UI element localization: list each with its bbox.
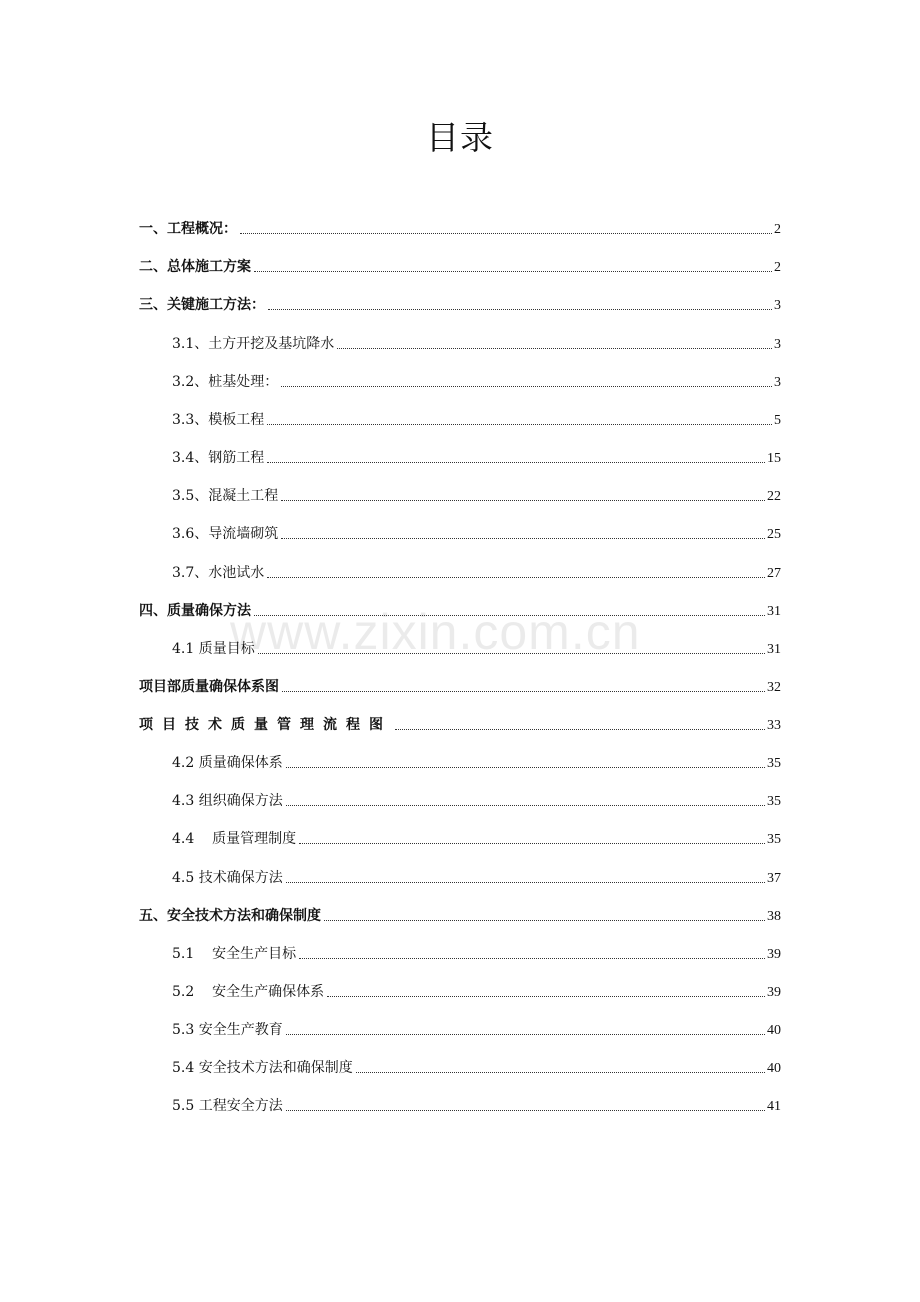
toc-entry[interactable] (172, 560, 781, 582)
leader-dots (327, 995, 765, 997)
toc-entry-page: 35 (767, 756, 781, 771)
toc-entry[interactable] (172, 331, 781, 353)
page-title: 目录 (426, 118, 494, 157)
toc-entry[interactable] (172, 407, 781, 429)
toc-entry-label: 5.5 工程安全方法 (172, 1098, 283, 1114)
leader-dots (286, 881, 765, 883)
leader-dots (254, 614, 765, 616)
toc-entry[interactable] (172, 445, 781, 467)
leader-dots (281, 385, 772, 387)
leader-dots (258, 652, 765, 654)
toc-entry[interactable] (172, 521, 781, 543)
toc-entry[interactable] (172, 1017, 781, 1039)
toc-entry-label: 5.2 安全生产确保体系 (172, 984, 325, 1000)
toc-entry-page: 33 (767, 718, 781, 733)
toc-entry[interactable] (172, 483, 781, 505)
leader-dots (254, 270, 772, 272)
leader-dots (240, 232, 772, 234)
leader-dots (286, 804, 765, 806)
toc-entry-label: 3.1、土方开挖及基坑降水 (172, 336, 335, 352)
leader-dots (282, 690, 765, 692)
leader-dots (268, 308, 772, 310)
toc-entry[interactable] (139, 292, 781, 314)
toc-entry-label: 4.1 质量目标 (172, 641, 255, 657)
toc-entry[interactable] (172, 1093, 781, 1115)
toc-entry-page: 2 (774, 260, 781, 275)
toc-entry[interactable] (139, 216, 781, 238)
toc-entry-page: 40 (767, 1061, 781, 1076)
toc-entry-page: 22 (767, 489, 781, 504)
toc-entry-page: 2 (774, 222, 781, 237)
toc-entry-label: 二、总体施工方案 (139, 259, 251, 275)
toc-entry-page: 15 (767, 451, 781, 466)
leader-dots (299, 842, 765, 844)
toc-entry[interactable] (172, 979, 781, 1001)
toc-entry-label: 5.3 安全生产教育 (172, 1022, 283, 1038)
toc-entry-label: 三、关键施工方法： (139, 297, 265, 313)
leader-dots (286, 1109, 765, 1111)
toc-entry[interactable] (172, 1055, 781, 1077)
toc-entry-label: 3.3、模板工程 (172, 412, 265, 428)
toc-entry-page: 32 (767, 680, 781, 695)
leader-dots (267, 576, 765, 578)
toc-entry-label: 项目部质量确保体系图 (139, 679, 279, 695)
toc-entry-page: 39 (767, 985, 781, 1000)
toc-entry-page: 27 (767, 566, 781, 581)
toc-entry[interactable] (172, 865, 781, 887)
toc-entry[interactable] (139, 598, 781, 620)
toc-entry-label: 项目技术质量管理流程图 (139, 717, 392, 733)
toc-entry-page: 31 (767, 642, 781, 657)
toc-entry-label: 3.4、钢筋工程 (172, 450, 265, 466)
leader-dots (286, 1033, 765, 1035)
toc-entry-page: 3 (774, 375, 781, 390)
toc-entry[interactable] (139, 903, 781, 925)
toc-entry-page: 35 (767, 832, 781, 847)
toc-entry[interactable] (139, 674, 781, 696)
toc-entry-label: 一、工程概况： (139, 221, 237, 237)
leader-dots (395, 728, 765, 730)
toc-entry[interactable] (172, 788, 781, 810)
toc-entry-page: 41 (767, 1099, 781, 1114)
toc-entry-page: 38 (767, 909, 781, 924)
toc-entry-label: 3.2、桩基处理： (172, 374, 279, 390)
leader-dots (337, 347, 772, 349)
leader-dots (267, 461, 765, 463)
watermark: www.zixin.com.cn (230, 604, 641, 660)
toc-entry[interactable] (139, 712, 781, 734)
leader-dots (356, 1071, 765, 1073)
toc-entry-label: 5.1 安全生产目标 (172, 946, 297, 962)
toc-entry-label: 5.4 安全技术方法和确保制度 (172, 1060, 353, 1076)
leader-dots (324, 919, 765, 921)
toc-entry-label: 4.4 质量管理制度 (172, 831, 297, 847)
toc-entry[interactable] (172, 941, 781, 963)
toc-entry-page: 35 (767, 794, 781, 809)
toc-entry[interactable] (172, 636, 781, 658)
toc-entry-label: 4.2 质量确保体系 (172, 755, 283, 771)
toc-entry-label: 四、质量确保方法 (139, 603, 251, 619)
toc-entry-label: 4.5 技术确保方法 (172, 870, 283, 886)
toc-entry-page: 40 (767, 1023, 781, 1038)
leader-dots (299, 957, 765, 959)
toc-entry-page: 25 (767, 527, 781, 542)
toc-entry-page: 3 (774, 298, 781, 313)
leader-dots (281, 537, 765, 539)
leader-dots (267, 423, 772, 425)
toc-entry[interactable] (172, 826, 781, 848)
toc-entry-page: 39 (767, 947, 781, 962)
toc-entry-page: 3 (774, 337, 781, 352)
toc-entry-label: 五、安全技术方法和确保制度 (139, 908, 321, 924)
toc-entry-page: 5 (774, 413, 781, 428)
toc-entry-label: 3.5、混凝土工程 (172, 488, 279, 504)
toc-entry-label: 3.7、水池试水 (172, 565, 265, 581)
toc-entry-page: 37 (767, 871, 781, 886)
toc-entry-label: 4.3 组织确保方法 (172, 793, 283, 809)
leader-dots (281, 499, 765, 501)
toc-entry-page: 31 (767, 604, 781, 619)
toc-entry[interactable] (139, 254, 781, 276)
toc-entry-label: 3.6、导流墙砌筑 (172, 526, 279, 542)
toc-entry[interactable] (172, 750, 781, 772)
toc-entry[interactable] (172, 369, 781, 391)
leader-dots (286, 766, 765, 768)
